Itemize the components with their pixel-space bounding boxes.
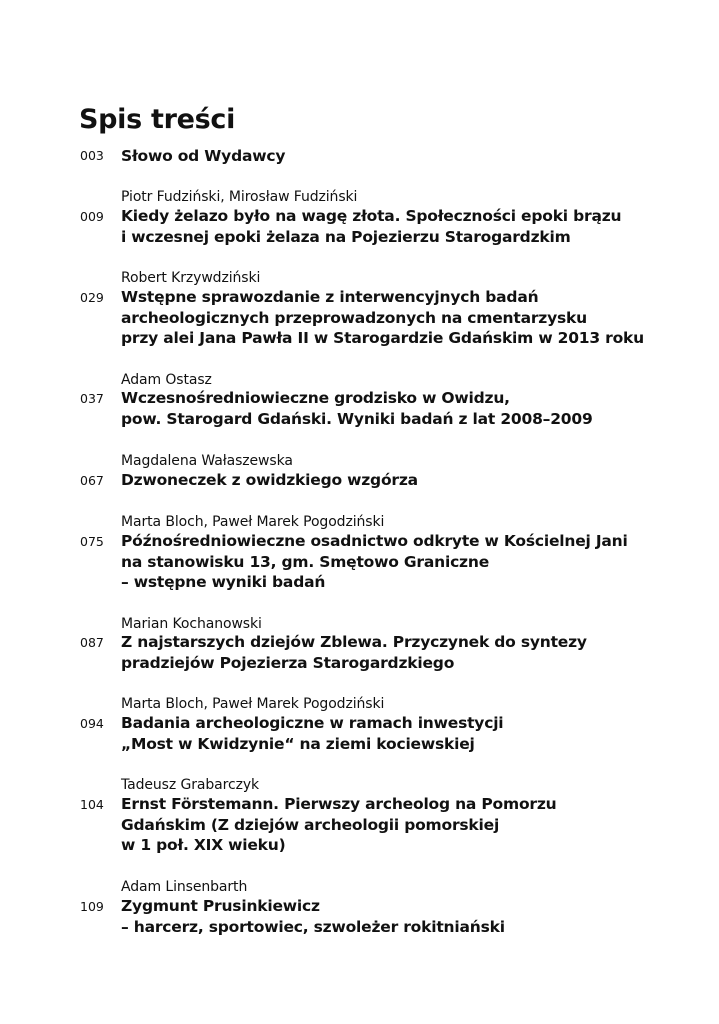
toc-entry-title — [121, 794, 557, 856]
toc-title-line: Dzwoneczek z owidzkiego wzgórza — [121, 471, 418, 489]
toc-page-number: 067 — [80, 473, 104, 488]
toc-entry-title — [121, 713, 503, 754]
toc-page-number: 075 — [80, 534, 104, 549]
toc-author: Tadeusz Grabarczyk — [121, 777, 260, 793]
toc-title-line: – wstępne wyniki badań — [121, 573, 326, 591]
toc-title-line: Gdańskim (Z dziejów archeologii pomorskiej — [121, 815, 500, 834]
toc-page-number: 003 — [80, 148, 104, 163]
toc-title-line: przy alei Jana Pawła II w Starogardzie Gdańskim w 2013 roku — [121, 329, 645, 347]
toc-title-line: Zygmunt Prusinkiewicz — [121, 897, 320, 915]
toc-title-line: Z najstarszych dziejów Zblewa. Przyczynek do syntezy — [121, 633, 587, 651]
toc-title-line: pow. Starogard Gdański. Wyniki badań z lat 2008–2009 — [121, 409, 593, 428]
toc-author: Marta Bloch, Paweł Marek Pogodziński — [121, 696, 385, 712]
toc-title-line: „Most w Kwidzynie“ na ziemi kociewskiej — [121, 734, 475, 753]
toc-author: Piotr Fudziński, Mirosław Fudziński — [121, 189, 358, 205]
toc-title-line: Późnośredniowieczne osadnictwo odkryte w Kościelnej Jani — [121, 532, 628, 550]
toc-title-line: Słowo od Wydawcy — [121, 147, 286, 165]
toc-page-number: 037 — [80, 391, 104, 406]
toc-title-line: – harcerz, sportowiec, szwoleżer rokitniański — [121, 917, 505, 936]
toc-entry-title — [121, 531, 628, 593]
toc-entry-title — [121, 632, 587, 673]
toc-title-line: na stanowisku 13, gm. Smętowo Graniczne — [121, 552, 490, 571]
toc-title-line: archeologicznych przeprowadzonych na cmentarzysku — [121, 308, 587, 327]
toc-page-number: 109 — [80, 899, 104, 914]
toc-author: Adam Ostasz — [121, 372, 212, 388]
toc-entry-title — [121, 388, 593, 429]
toc-page-number: 009 — [80, 209, 104, 224]
toc-author: Marta Bloch, Paweł Marek Pogodziński — [121, 514, 385, 530]
toc-entry-title — [121, 470, 418, 491]
toc-title-line: Wstępne sprawozdanie z interwencyjnych badań — [121, 288, 539, 306]
toc-title-line: i wczesnej epoki żelaza na Pojezierzu Starogardzkim — [121, 227, 571, 246]
toc-author: Magdalena Wałaszewska — [121, 453, 293, 469]
toc-entry-title — [121, 146, 285, 167]
toc-page-number: 094 — [80, 716, 104, 731]
toc-title-line: w 1 poł. XIX wieku) — [121, 836, 286, 854]
toc-page-number: 029 — [80, 290, 104, 305]
toc-entry-title — [121, 896, 505, 937]
toc-entry-title — [121, 287, 644, 349]
toc-title-line: Wczesnośredniowieczne grodzisko w Owidzu, — [121, 389, 510, 407]
toc-author: Robert Krzywdziński — [121, 270, 261, 286]
toc-title-line: Kiedy żelazo było na wagę złota. Społeczności epoki brązu — [121, 207, 622, 225]
toc-author: Marian Kochanowski — [121, 616, 262, 632]
toc-page-number: 087 — [80, 635, 104, 650]
page-title: Spis treści — [79, 104, 236, 135]
toc-title-line: Ernst Förstemann. Pierwszy archeolog na Pomorzu — [121, 795, 557, 813]
toc-entry-title — [121, 206, 621, 247]
toc-title-line: pradziejów Pojezierza Starogardzkiego — [121, 653, 455, 672]
toc-title-line: Badania archeologiczne w ramach inwestycji — [121, 714, 504, 732]
toc-page-number: 104 — [80, 797, 104, 812]
toc-author: Adam Linsenbarth — [121, 879, 248, 895]
